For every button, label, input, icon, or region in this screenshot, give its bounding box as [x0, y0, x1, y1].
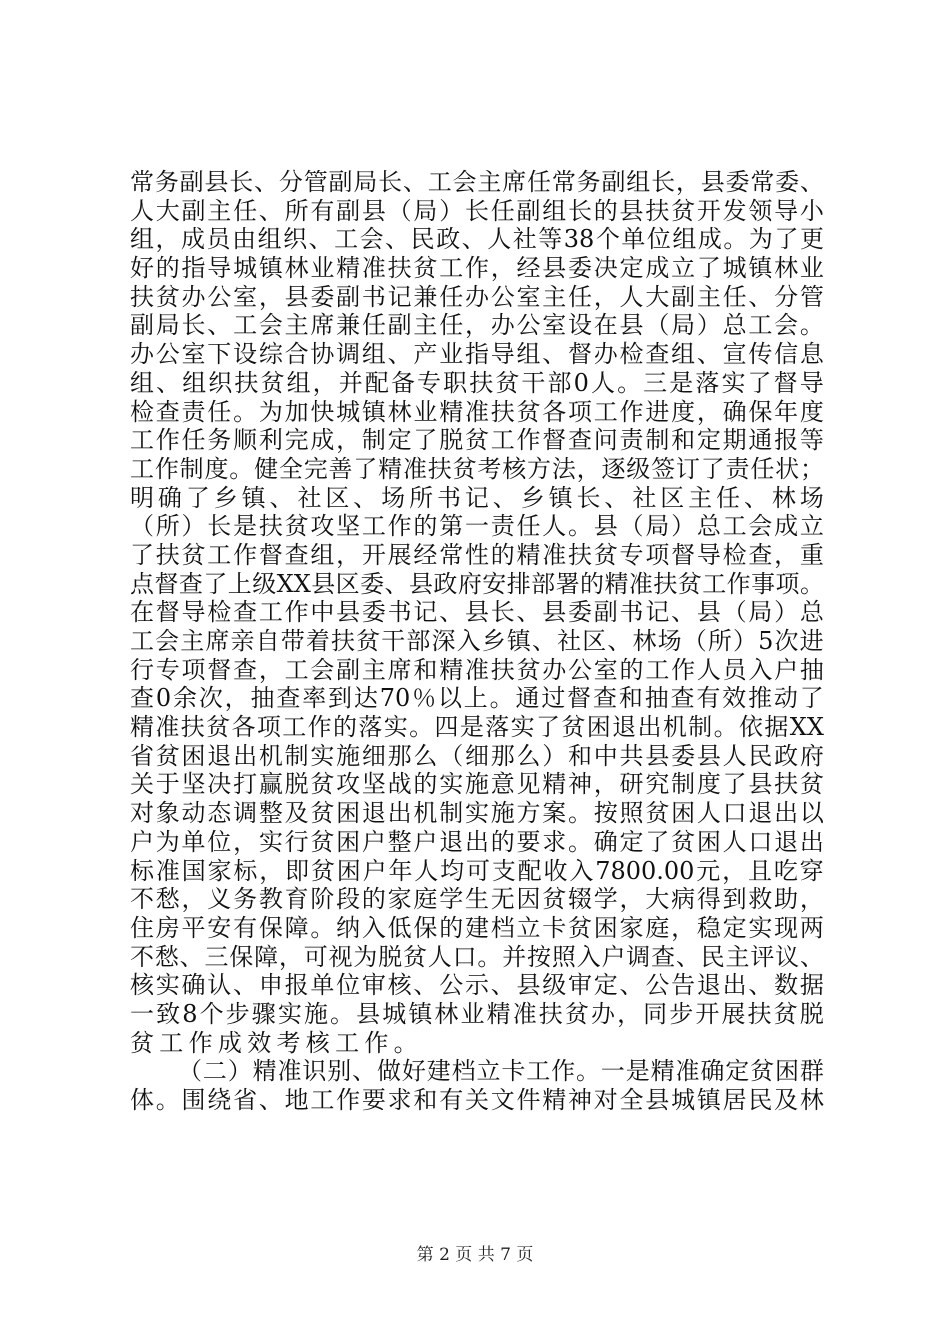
text-line: 查 0 余 次 ， 抽 查 率 到 达 70 ％ 以 上 。 通 过 督 查 和 抽 查 有 效 推 动 了: [130, 684, 824, 713]
text-line: （ 所 ） 长 是 扶 贫 攻 坚 工 作 的 第 一 责 任 人 。 县 （ 局 ） 总 工 会 成 立: [130, 512, 824, 541]
text-line: 点 督 查 了 上 级 XX 县 区 委 、 县 政 府 安 排 部 署 的 精 准 扶 贫 工 作 事 项 。: [130, 569, 824, 598]
text-line: 办 公 室 下 设 综 合 协 调 组 、 产 业 指 导 组 、 督 办 检 查 组 、 宣 传 信 息: [130, 340, 824, 369]
text-line: 贫 工 作 成 效 考 核 工 作 。: [130, 1028, 418, 1057]
text-line: 好 的 指 导 城 镇 林 业 精 准 扶 贫 工 作 ， 经 县 委 决 定 成 立 了 城 镇 林 业: [130, 254, 824, 283]
text-line: 关 于 坚 决 打 赢 脱 贫 攻 坚 战 的 实 施 意 见 精 神 ， 研 究 制 度 了 县 扶 贫: [130, 770, 824, 799]
text-line: 在 督 导 检 查 工 作 中 县 委 书 记 、 县 长 、 县 委 副 书 记 、 县 （ 局 ） 总: [130, 598, 824, 627]
text-line: 对 象 动 态 调 整 及 贫 困 退 出 机 制 实 施 方 案 。 按 照 贫 困 人 口 退 出 以: [130, 799, 824, 828]
text-line: 一 致 8 个 步 骤 实 施 。 县 城 镇 林 业 精 准 扶 贫 办 ， 同 步 开 展 扶 贫 脱: [130, 999, 824, 1028]
text-line: 扶 贫 办 公 室 ， 县 委 副 书 记 兼 任 办 公 室 主 任 ， 人 大 副 主 任 、 分 管: [130, 282, 824, 311]
text-line: 检 查 责 任 。 为 加 快 城 镇 林 业 精 准 扶 贫 各 项 工 作 进 度 ， 确 保 年 度: [130, 397, 824, 426]
text-line: 体 。 围 绕 省 、 地 工 作 要 求 和 有 关 文 件 精 神 对 全 县 城 镇 居 民 及 林: [130, 1086, 824, 1114]
text-line: 工 作 任 务 顺 利 完 成 ， 制 定 了 脱 贫 工 作 督 查 问 责 制 和 定 期 通 报 等: [130, 426, 824, 455]
text-line: 住 房 平 安 有 保 障 。 纳 入 低 保 的 建 档 立 卡 贫 困 家 庭 ， 稳 定 实 现 两: [130, 913, 824, 942]
text-line: 了 扶 贫 工 作 督 查 组 ， 开 展 经 常 性 的 精 准 扶 贫 专 项 督 导 检 查 ， 重: [130, 540, 824, 569]
text-line: 人 大 副 主 任 、 所 有 副 县 （ 局 ） 长 任 副 组 长 的 县 扶 贫 开 发 领 导 小: [130, 196, 824, 225]
body-text: [130, 168, 824, 1115]
text-line: 工 作 制 度 。 健 全 完 善 了 精 准 扶 贫 考 核 方 法 ， 逐 级 签 订 了 责 任 状 ；: [130, 454, 824, 483]
text-line: 省 贫 困 退 出 机 制 实 施 细 那 么 （ 细 那 么 ） 和 中 共 县 委 县 人 民 政 府: [130, 741, 824, 770]
text-line: 不 愁 ， 义 务 教 育 阶 段 的 家 庭 学 生 无 因 贫 辍 学 ， 大 病 得 到 救 助 ，: [130, 885, 824, 914]
text-line: 明 确 了 乡 镇 、 社 区 、 场 所 书 记 、 乡 镇 长 、 社 区 主 任 、 林 场: [130, 483, 824, 512]
text-line: 副 局 长 、 工 会 主 席 兼 任 副 主 任 ， 办 公 室 设 在 县 （ 局 ） 总 工 会 。: [130, 311, 824, 340]
text-line: 常 务 副 县 长 、 分 管 副 局 长 、 工 会 主 席 任 常 务 副 组 长 ， 县 委 常 委 、: [130, 168, 824, 196]
text-line: 核 实 确 认 、 申 报 单 位 审 核 、 公 示 、 县 级 审 定 、 公 告 退 出 、 数 据: [130, 971, 824, 1000]
text-line: （ 二 ） 精 准 识 别 、 做 好 建 档 立 卡 工 作 。 一 是 精 准 确 定 贫 困 群: [178, 1057, 824, 1086]
text-line: 行 专 项 督 查 ， 工 会 副 主 席 和 精 准 扶 贫 办 公 室 的 工 作 人 员 入 户 抽: [130, 655, 824, 684]
text-line: 标 准 国 家 标 ， 即 贫 困 户 年 人 均 可 支 配 收 入 7800.00 元 ， 且 吃 穿: [130, 856, 824, 885]
page-footer: 第 2 页 共 7 页: [416, 1245, 534, 1265]
text-line: 组 ， 成 员 由 组 织 、 工 会 、 民 政 、 人 社 等 38 个 单 位 组 成 。 为 了 更: [130, 225, 824, 254]
text-line: 工 会 主 席 亲 自 带 着 扶 贫 干 部 深 入 乡 镇 、 社 区 、 林 场 （ 所 ） 5 次 进: [130, 627, 824, 655]
text-line: 精 准 扶 贫 各 项 工 作 的 落 实 。 四 是 落 实 了 贫 困 退 出 机 制 。 依 据 XX: [130, 713, 824, 742]
text-line: 组 、 组 织 扶 贫 组 ， 并 配 备 专 职 扶 贫 干 部 0 人 。 三 是 落 实 了 督 导: [130, 368, 824, 397]
text-line: 户 为 单 位 ， 实 行 贫 困 户 整 户 退 出 的 要 求 。 确 定 了 贫 困 人 口 退 出: [130, 827, 824, 856]
text-line: 不 愁 、 三 保 障 ， 可 视 为 脱 贫 人 口 。 并 按 照 入 户 调 查 、 民 主 评 议 、: [130, 942, 824, 971]
